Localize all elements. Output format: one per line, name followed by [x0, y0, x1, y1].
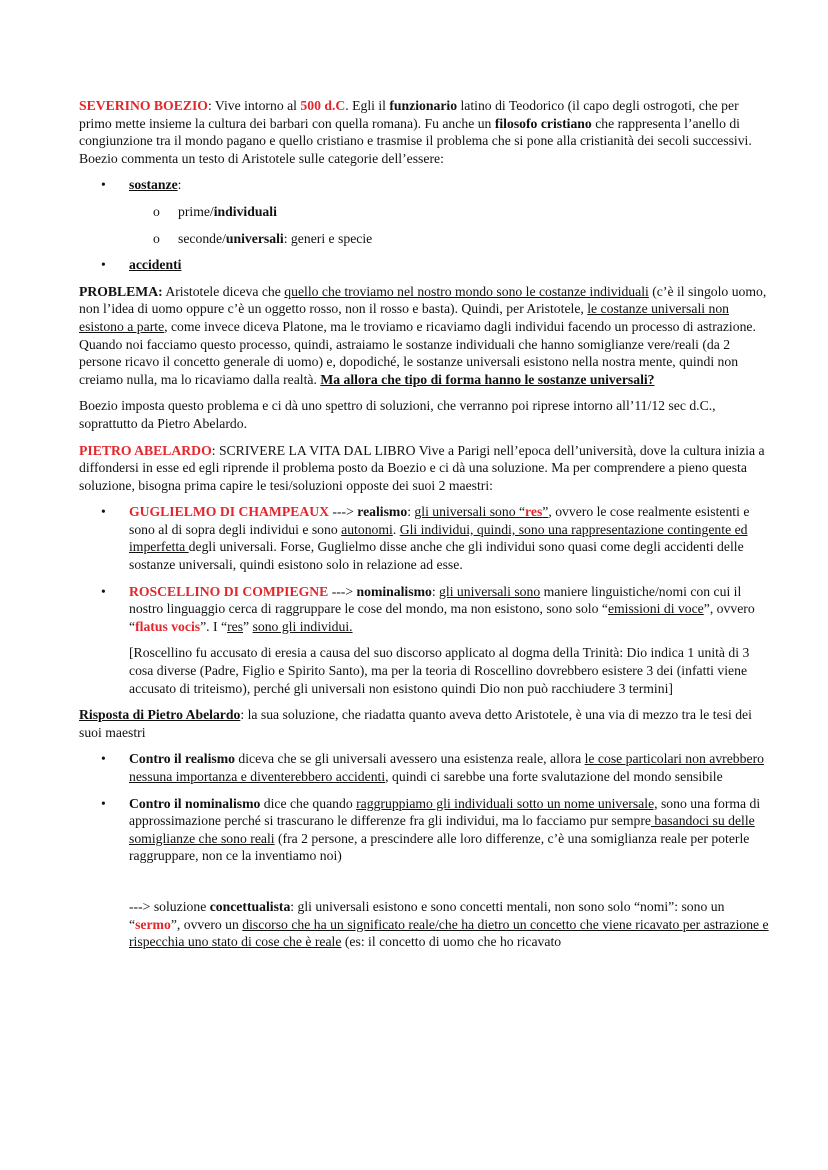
text: ”, ovvero un — [170, 916, 243, 932]
text: . — [392, 521, 400, 537]
text: dice che quando — [260, 795, 357, 811]
term-res: res — [525, 504, 543, 520]
text: : — [407, 504, 415, 520]
list-item-contro-nominalismo — [79, 795, 770, 865]
text: , quindi ci sarebbe una forte svalutazione del mondo sensibile — [385, 769, 723, 784]
paragraph-problema — [79, 283, 770, 389]
text: , come invece diceva Platone, ma le troviamo e ricaviamo dagli individui facendo un processo di astrazione. Quando noi facciamo questo processo, quindi, astraiamo le sostanze individuali che hanno somiglianze vere/reali (da 2 persone ricavo il concetto generale di uomo) e, dopodiché, le sostanze universali esistono nella nostra mente, quindi non creiamo nulla, ma lo ricaviamo dalla realtà. — [79, 318, 756, 387]
term-sostanze: sostanze — [129, 177, 178, 193]
name-guglielmo: GUGLIELMO DI CHAMPEAUX — [129, 504, 329, 520]
spacer — [79, 874, 770, 898]
sublist-item-seconde — [79, 230, 770, 248]
label-contro-nominalismo: Contro il nominalismo — [129, 795, 261, 811]
text: ---> soluzione — [129, 898, 210, 914]
underlined-text: le costanze universali non esistono a parte — [79, 301, 730, 334]
text: : SCRIVERE LA VITA DAL LIBRO Vive a Parigi nell’epoca dell’università, dove la cultura inizia a diffondersi in esse ed egli riprende il problema posto da Boezio e ci dà una soluzione. Ma per comprendere a pieno questa soluzione, bisogna prima capire le tesi/soluzioni opposte dei suoi 2 maestri: — [79, 442, 765, 493]
text: : la sua soluzione, che riadatta quanto aveva detto Aristotele, è una via di mezzo tra le tesi dei suoi maestri — [79, 707, 752, 740]
bullet: • — [101, 583, 106, 599]
text: (c’è il singolo uomo, non l’idea di uomo oppure c’è un oggetto rosso, non il rosso e basta). Quindi, per Aristotele, — [79, 283, 767, 317]
bullet: • — [101, 257, 106, 273]
term-concettualista: concettualista — [209, 898, 291, 914]
text: sono una forma di approssimazione perché si trascurano le differenze fra gli individui, ma lo facciamo pur sempre — [129, 795, 761, 829]
text: prime/ — [178, 203, 214, 219]
text: : — [177, 177, 182, 193]
text: ” — [243, 618, 253, 634]
underlined-text: res — [227, 618, 244, 634]
text: ”, ovvero “ — [129, 601, 755, 634]
paragraph-boezio-spettro: Boezio imposta questo problema e ci dà uno spettro di soluzioni, che verranno poi riprese intorno all’11/12 sec d.C., soprattutto da Pietro Abelardo. — [79, 398, 716, 431]
text: (fra 2 persone, a prescindere alle loro differenze, c’è una somiglianza reale per poterle raggruppare, non ce la inventiamo noi) — [129, 830, 750, 864]
note-roscellino-trinita: [Roscellino fu accusato di eresia a causa del suo discorso applicato al dogma della Trinità: Dio indica 1 unità di 3 cosa diverse (Padre, Figlio e Spirito Santo), ma per la teoria di Roscellino dovrebbero esistere 3 dei (infatti viene accusato di triteismo), perché gli universali non esistono quindi Dio non può racchiudere 3 termini] — [129, 645, 750, 696]
date-500: 500 d.C — [300, 98, 346, 113]
term-flatus-vocis: flatus vocis — [135, 618, 201, 634]
term-universali: universali — [225, 230, 284, 246]
underlined-text: raggruppiamo gli individuali sotto un nome universale, — [356, 795, 658, 811]
paragraph-boezio — [79, 97, 770, 167]
underlined-text: quello che troviamo nel nostro mondo sono le costanze individuali — [284, 283, 649, 299]
bullet: • — [101, 177, 106, 193]
list-item-sostanze — [79, 176, 770, 194]
list-item-contro-realismo — [79, 750, 770, 785]
arrow: ---> — [329, 504, 358, 520]
text: diceva che se gli universali avessero una esistenza reale, allora — [234, 751, 585, 767]
term-realismo: realismo — [357, 504, 408, 520]
text: : — [431, 583, 440, 599]
arrow: ---> — [328, 583, 357, 599]
text: Aristotele diceva che — [162, 283, 285, 299]
underlined-text: sono gli individui. — [252, 618, 353, 634]
bullet: • — [101, 751, 106, 767]
label-contro-realismo: Contro il realismo — [129, 751, 235, 767]
list-item-guglielmo — [79, 503, 770, 573]
name-severino-boezio: SEVERINO BOEZIO — [79, 98, 208, 113]
name-roscellino: ROSCELLINO DI COMPIEGNE — [129, 583, 329, 599]
underlined-text: gli universali sono — [439, 583, 541, 599]
term-individuali: individuali — [213, 203, 277, 219]
term-nominalismo: nominalismo — [356, 583, 432, 599]
list-item-accidenti — [79, 256, 770, 274]
underlined-text: discorso che ha un significato reale/che ha dietro un concetto che viene ricavato per astrazione e rispecchia uno stato di cose che è reale — [129, 916, 769, 950]
underlined-text: emissioni di voce — [607, 601, 704, 617]
text: ”. I “ — [200, 618, 228, 634]
term-accidenti: accidenti — [129, 257, 182, 273]
bullet: • — [101, 504, 106, 520]
term-sermo: sermo — [135, 916, 171, 932]
paragraph-risposta — [79, 706, 770, 741]
underlined-text: gli universali sono “ — [414, 504, 526, 520]
underlined-text: ” — [542, 504, 549, 520]
text: maniere linguistiche/nomi con cui il nostro linguaggio cerca di raggruppare le cose del mondo, ma non esistono, sono solo “ — [129, 583, 742, 617]
text: latino di Teodorico (il capo degli ostrogoti, che per primo mette insieme la cultura dei barbari con quella romana). Fu anche un — [79, 98, 739, 131]
text: , ovvero le cose realmente esistenti e sono al di sopra degli individui e sono — [129, 504, 750, 537]
circle-bullet: o — [153, 203, 160, 219]
text: : Vive intorno al — [207, 98, 301, 113]
underlined-text: Gli individui, quindi, sono una rappresentazione contingente ed imperfetta — [129, 521, 748, 555]
question-forma: Ma allora che tipo di forma hanno le sostanze universali? — [320, 371, 655, 387]
label-problema: PROBLEMA: — [79, 283, 163, 299]
paragraph-abelardo — [79, 442, 770, 495]
text: : gli universali esistono e sono concetti mentali, non sono solo “nomi”: sono un “ — [129, 898, 725, 932]
name-pietro-abelardo: PIETRO ABELARDO — [79, 442, 212, 458]
term-filosofo-cristiano: filosofo cristiano — [494, 115, 592, 131]
circle-bullet: o — [153, 230, 160, 246]
bullet: • — [101, 795, 106, 811]
text: che rappresenta l’anello di congiunzione tra il mondo pagano e quello cristiano e trasmise il problema che si pone alla cristianità dei secoli successivi. Boezio commenta un testo di Aristotele sulle categorie dell’essere: — [79, 115, 752, 166]
text: . Egli il — [345, 98, 390, 113]
underlined-text: basandoci su delle somiglianze che sono reali — [129, 813, 755, 846]
text: degli universali. Forse, Guglielmo disse anche che gli individui sono quasi come degli accidenti delle sostanze universali, quindi esistono solo in relazione ad esse. — [129, 539, 744, 573]
label-risposta: Risposta di Pietro Abelardo — [79, 707, 241, 723]
paragraph-soluzione — [79, 898, 770, 951]
sublist-item-prime — [79, 203, 770, 221]
list-item-roscellino — [79, 583, 770, 636]
text: seconde/ — [178, 230, 226, 246]
text: : generi e specie — [283, 230, 373, 246]
underlined-text: autonomi — [341, 521, 393, 537]
term-funzionario: funzionario — [389, 98, 458, 113]
text: (es: il concetto di uomo che ho ricavato — [341, 934, 562, 950]
underlined-text: le cose particolari non avrebbero nessuna importanza e diventerebbero accidenti — [129, 751, 764, 784]
